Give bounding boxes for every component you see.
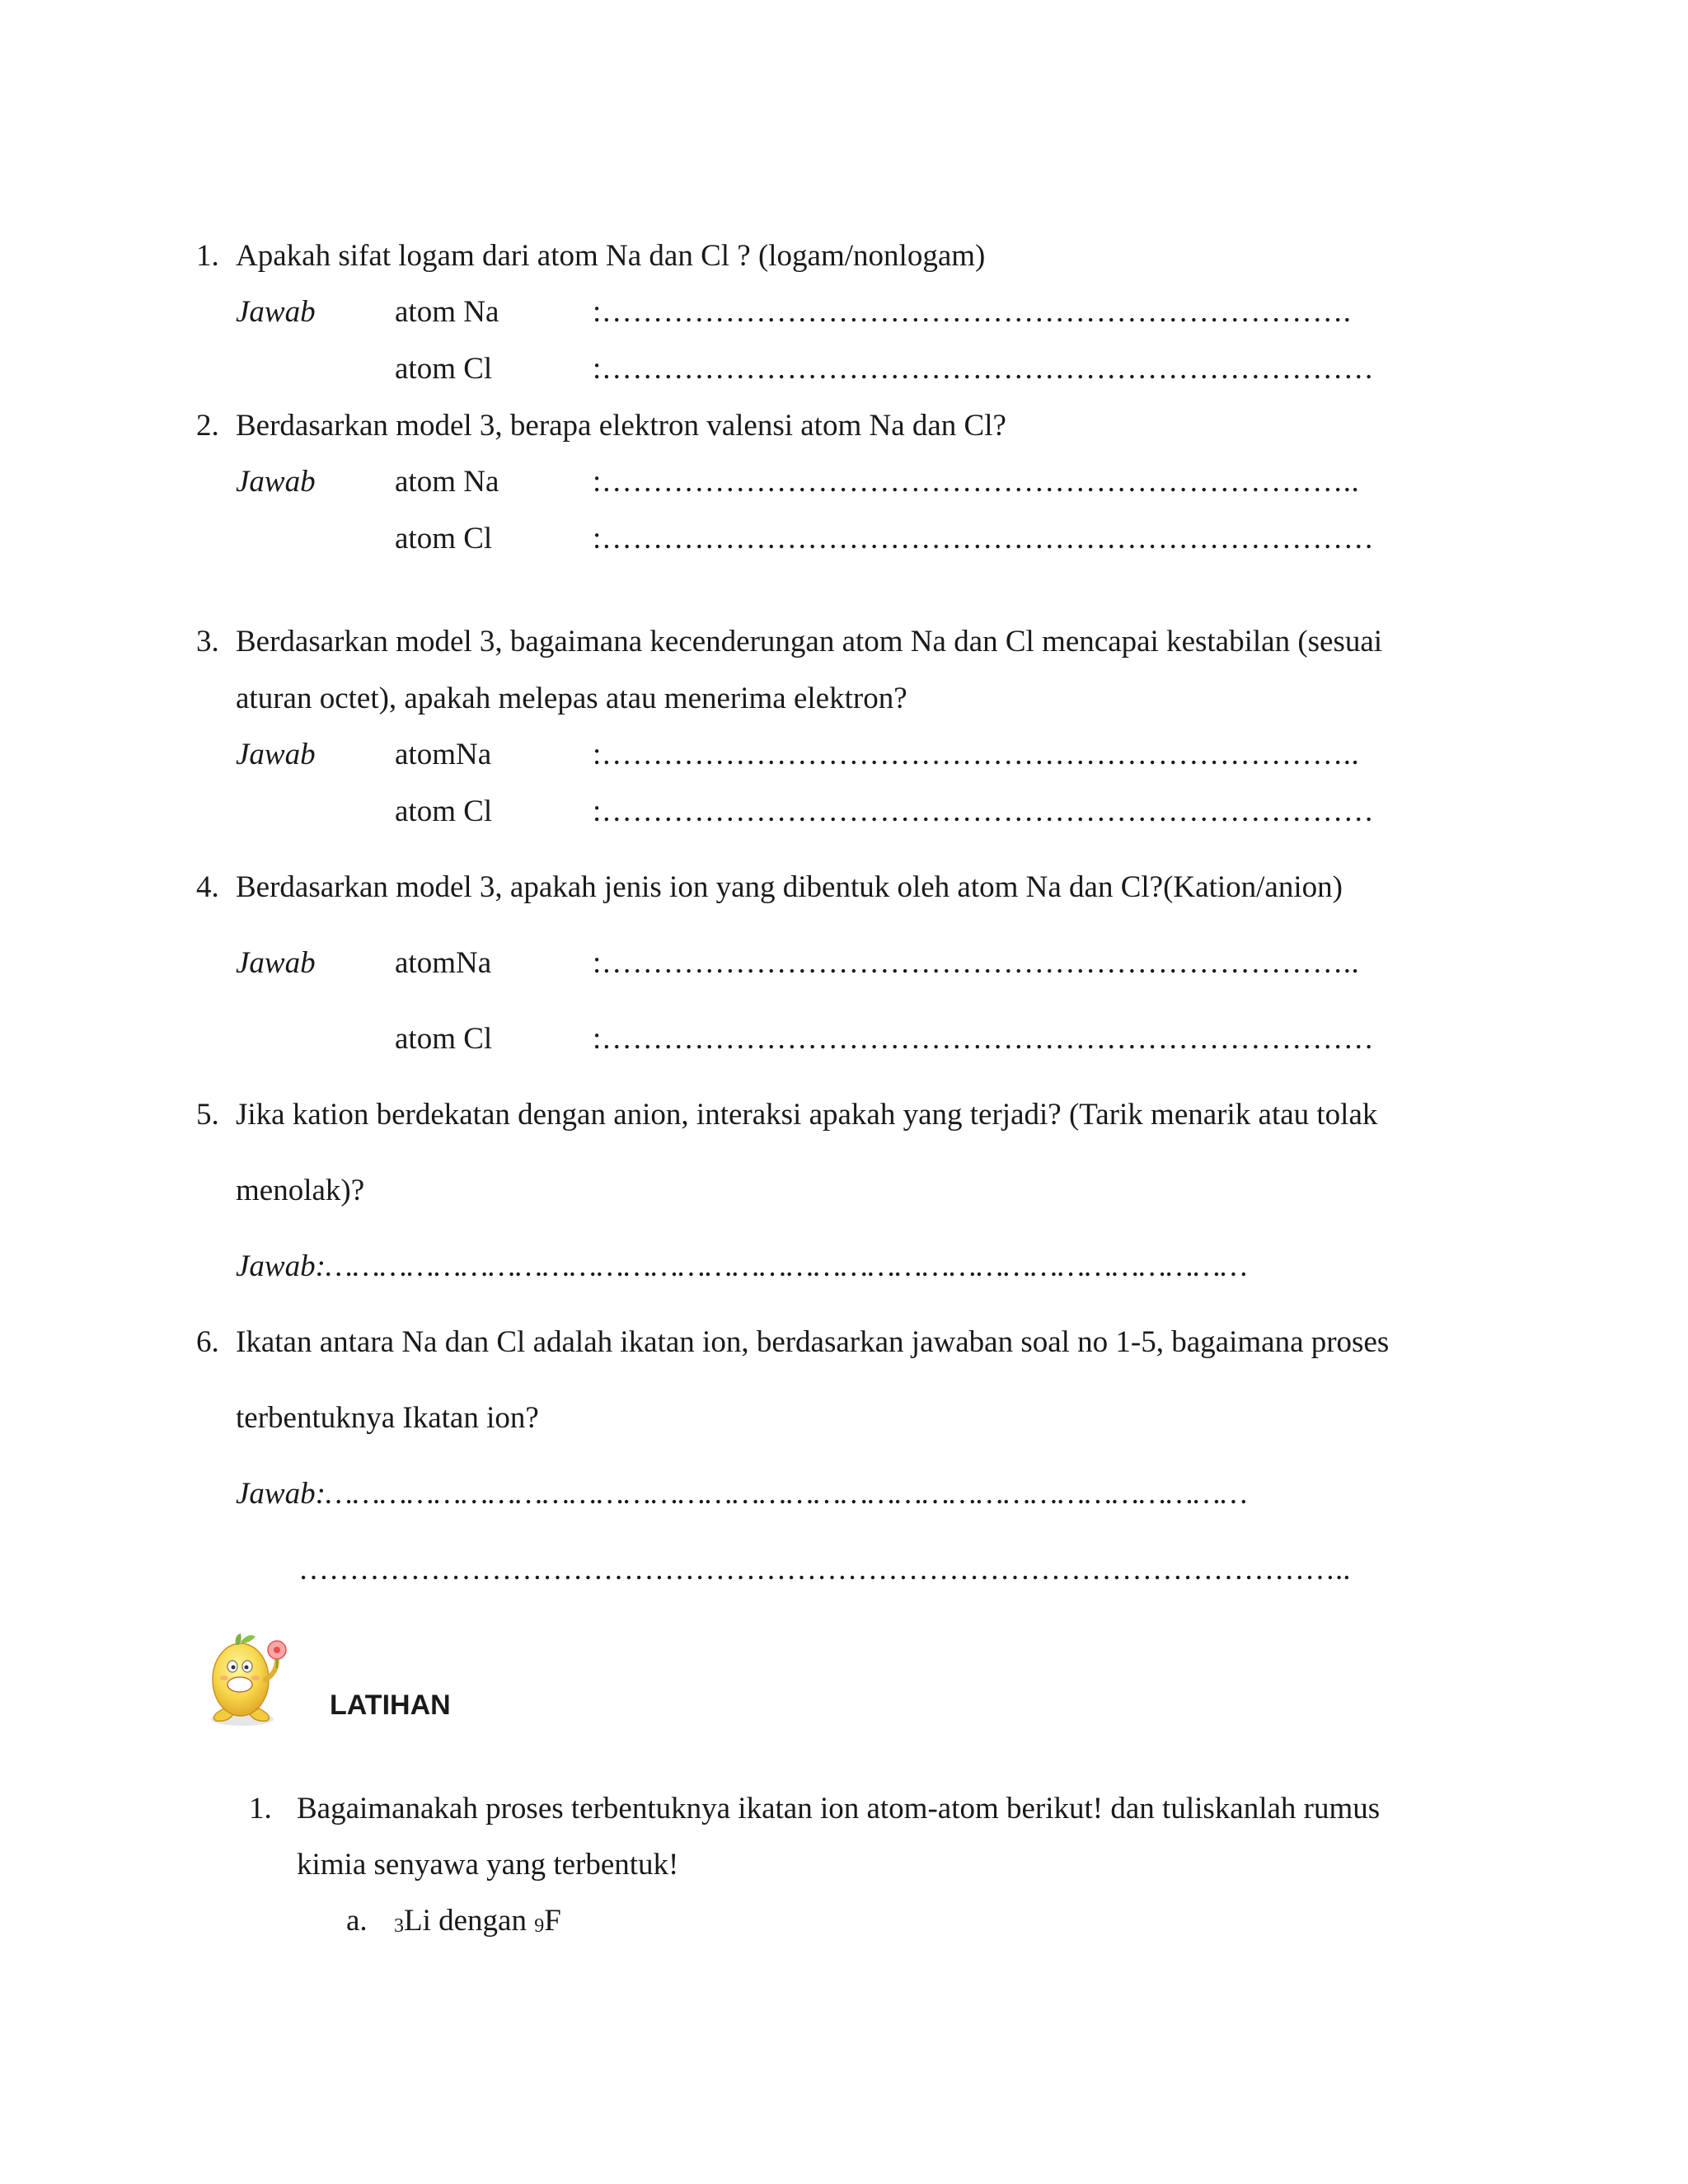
q4-answer1-line[interactable]: :……………………………………………………………….. (593, 946, 1360, 980)
q1-answer1-label: atom Na (395, 295, 499, 329)
q4-jawab-label: Jawab (236, 946, 316, 980)
latihan-item-a-letter: a. (346, 1904, 368, 1938)
q3-text-line1: Berdasarkan model 3, bagaimana kecenderungan atom Na dan Cl mencapai kestabilan (sesuai (236, 625, 1383, 658)
q2-answer1-label: atom Na (395, 465, 499, 499)
q1-number: 1. (196, 239, 219, 273)
q4-answer1-label: atomNa (395, 946, 492, 980)
q5-text-line1: Jika kation berdekatan dengan anion, interaksi apakah yang terjadi? (Tarik menarik atau tolak (236, 1098, 1378, 1132)
q3-jawab-label: Jawab (236, 738, 316, 771)
latihan-q1-text-line2: kimia senyawa yang terbentuk! (297, 1848, 679, 1882)
q1-answer2-label: atom Cl (395, 352, 493, 386)
q4-answer2-line[interactable]: :………………………………………………………………… (593, 1022, 1375, 1056)
q6-text-line2: terbentuknya Ikatan ion? (236, 1401, 539, 1435)
q3-answer2-label: atom Cl (395, 794, 493, 828)
q1-answer2-line[interactable]: :………………………………………………………………… (593, 352, 1375, 386)
f-element-text: F (544, 1904, 561, 1938)
q3-number: 3. (196, 625, 219, 658)
f-atomic-number: 9 (534, 1915, 545, 1937)
li-atomic-number: 3 (394, 1915, 404, 1937)
q3-text-line2: aturan octet), apakah melepas atau menerima elektron? (236, 682, 907, 715)
q3-answer1-label: atomNa (395, 738, 492, 771)
q3-answer2-line[interactable]: :………………………………………………………………… (593, 794, 1375, 828)
latihan-q1-text-line1: Bagaimanakah proses terbentuknya ikatan ion atom-atom berikut! dan tuliskanlah rumus (297, 1792, 1381, 1825)
q3-answer1-line[interactable]: :……………………………………………………………….. (593, 738, 1360, 771)
q2-jawab-label: Jawab (236, 465, 316, 499)
latihan-item-a-text (394, 1905, 561, 1936)
li-element-text: Li dengan (404, 1904, 535, 1938)
q2-number: 2. (196, 409, 219, 443)
q4-number: 4. (196, 870, 219, 904)
latihan-q1-number: 1. (249, 1792, 272, 1825)
q1-text: Apakah sifat logam dari atom Na dan Cl ? (logam/nonlogam) (236, 239, 986, 273)
q5-jawab-line[interactable]: Jawab:………………………………………………………………………………………… (236, 1249, 1248, 1283)
q2-answer1-line[interactable]: :……………………………………………………………….. (593, 465, 1360, 499)
q5-number: 5. (196, 1098, 219, 1132)
q1-jawab-label: Jawab (236, 295, 316, 329)
q2-answer2-label: atom Cl (395, 522, 493, 555)
latihan-title: LATIHAN (330, 1690, 451, 1721)
q1-answer1-line[interactable]: :………………………………………………………………. (593, 295, 1352, 329)
q6-jawab-line[interactable]: Jawab:………………………………………………………………………………………… (236, 1477, 1248, 1511)
q4-answer2-label: atom Cl (395, 1022, 493, 1056)
q6-extra-answer-line[interactable]: ………………………………………………………………………………………….. (298, 1553, 1351, 1586)
mascot-icon (201, 1630, 293, 1727)
q5-text-line2: menolak)? (236, 1174, 365, 1207)
q6-text-line1: Ikatan antara Na dan Cl adalah ikatan ion, berdasarkan jawaban soal no 1-5, bagaimana proses (236, 1325, 1390, 1359)
q2-answer2-line[interactable]: :………………………………………………………………… (593, 522, 1375, 555)
q6-number: 6. (196, 1325, 219, 1359)
q4-text: Berdasarkan model 3, apakah jenis ion yang dibentuk oleh atom Na dan Cl?(Kation/anion) (236, 870, 1343, 904)
q2-text: Berdasarkan model 3, berapa elektron valensi atom Na dan Cl? (236, 409, 1006, 443)
